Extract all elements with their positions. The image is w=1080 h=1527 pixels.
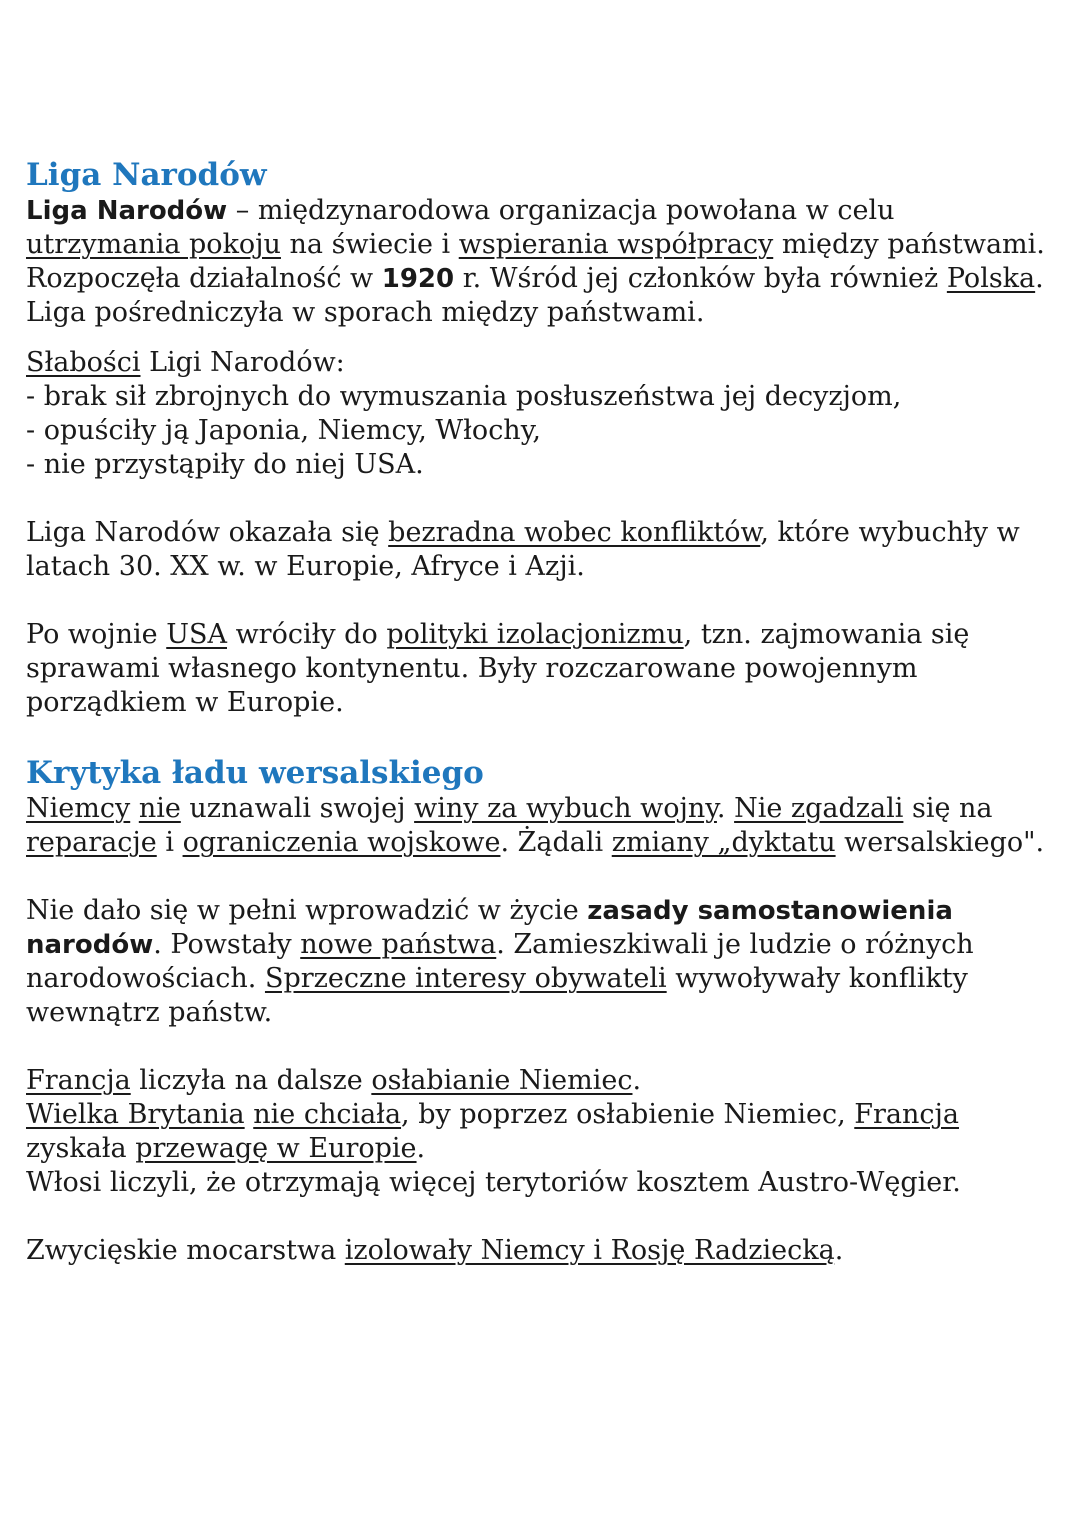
weakness-item: - opuściły ją Japonia, Niemcy, Włochy, — [26, 415, 541, 446]
weaknesses-heading: Słabości Ligi Narodów: — [26, 347, 345, 378]
document-page — [26, 156, 1056, 1268]
term-liga-narodow: Liga Narodów — [26, 196, 228, 226]
liga-mediation: Liga pośredniczyła w sporach między państwami. — [26, 297, 705, 328]
self-determination: Nie dało się w pełni wprowadzić w życie zasady samostanowienia narodów. Powstały nowe państwa. Zamieszkiwali je ludzie o różnych narodowościach. Sprzeczne interesy obywateli wywoływały konflikty wewnątrz państw. — [26, 895, 974, 1028]
weakness-item: - brak sił zbrojnych do wymuszania posłuszeństwa jej decyzjom, — [26, 381, 902, 412]
self-determination-term: zasady samostanowienia narodów — [26, 896, 953, 960]
isolation-of-powers: Zwycięskie mocarstwa izolowały Niemcy i Rosję Radziecką. — [26, 1235, 844, 1266]
section-title-krytyka: Krytyka ładu wersalskiego — [26, 755, 484, 791]
liga-definition: Liga Narodów – międzynarodowa organizacja powołana w celu utrzymania pokoju na świecie i wspierania współpracy między państwami. — [26, 195, 1045, 260]
weakness-item: - nie przystąpiły do niej USA. — [26, 449, 424, 480]
france-stance: Francja liczyła na dalsze osłabianie Niemiec. — [26, 1065, 642, 1096]
usa-isolationism: Po wojnie USA wróciły do polityki izolacjonizmu, tzn. zajmowania się sprawami własnego kontynentu. Były rozczarowane powojennym porządkiem w Europie. — [26, 619, 970, 718]
year-1920: 1920 — [381, 264, 455, 294]
italy-stance: Włosi liczyli, że otrzymają więcej terytoriów kosztem Austro-Węgier. — [26, 1167, 961, 1198]
germany-critique: Niemcy nie uznawali swojej winy za wybuch wojny. Nie zgadzali się na reparacje i ograniczenia wojskowe. Żądali zmiany „dyktatu wersalskiego". — [26, 793, 1045, 858]
liga-helplessness: Liga Narodów okazała się bezradna wobec konfliktów, które wybuchły w latach 30. XX w. w Europie, Afryce i Azji. — [26, 517, 1020, 582]
liga-start: Rozpoczęła działalność w 1920 r. Wśród jej członków była również Polska. — [26, 263, 1044, 294]
section-title-liga-narodow: Liga Narodów — [26, 157, 267, 193]
uk-stance: Wielka Brytania nie chciała, by poprzez osłabienie Niemiec, Francja zyskała przewagę w Europie. — [26, 1099, 959, 1164]
